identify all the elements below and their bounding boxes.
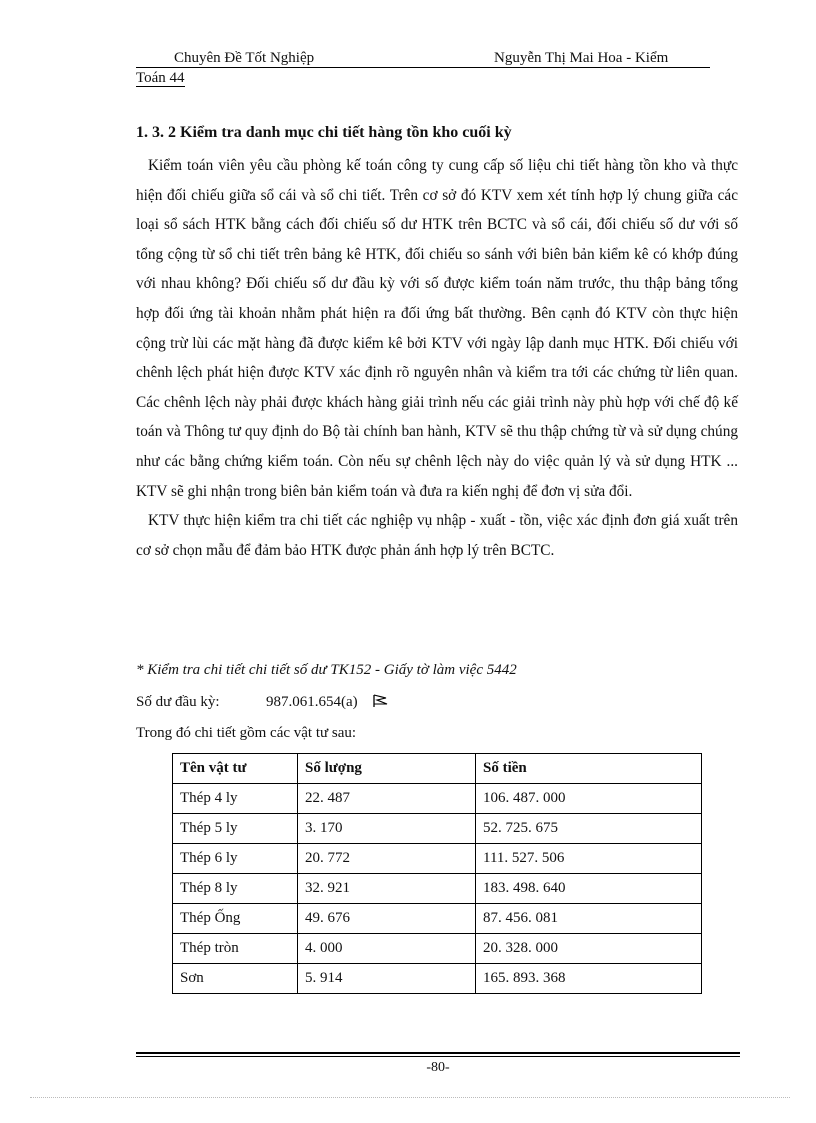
paragraph: KTV thực hiện kiểm tra chi tiết các nghiệp vụ nhập - xuất - tồn, việc xác định đơn giá xuất trên cơ sở chọn mẫu để đảm bảo HTK được phản ánh hợp lý trên BCTC.	[136, 512, 738, 559]
table-row	[173, 934, 702, 964]
footer-rule	[136, 1056, 740, 1057]
cell-amount: 87. 456. 081	[476, 904, 702, 934]
paragraph: Kiểm toán viên yêu cầu phòng kế toán công ty cung cấp số liệu chi tiết hàng tồn kho và thực hiện đối chiếu giữa sổ cái và sổ chi tiết. Trên cơ sở đó KTV xem xét tính hợp lý chung giữa các loại sổ sách HTK bằng cách đối chiếu số dư HTK trên BCTC và sổ cái, đối chiếu số dư với số tổng cộng từ sổ chi tiết trên bảng kê HTK, đối chiếu so sánh với biên bản kiểm kê có khớp đúng với nhau không? Đối chiếu số dư đầu kỳ với số được kiểm toán năm trước, thu thập bảng tổng hợp đối ứng tài khoản nhằm phát hiện ra đối ứng bất thường. Bên cạnh đó KTV còn thực hiện cộng trừ lùi các mặt hàng đã được kiểm kê bởi KTV với ngày lập danh mục HTK. Đối chiếu với chênh lệch phát hiện được KTV xác định rõ nguyên nhân và kiểm tra tới các chứng từ liên quan. Các chênh lệch này phải được khách hàng giải trình nếu các giải trình này phù hợp với chế độ kế toán và Thông tư quy định do Bộ tài chính ban hành, KTV sẽ thu thập chứng từ và sử dụng chúng như các bằng chứng kiểm toán. Còn nếu sự chênh lệch này do việc quản lý và sử dụng HTK ... KTV sẽ ghi nhận trong biên bản kiểm toán và đưa ra kiến nghị để đơn vị sửa đổi.	[136, 157, 738, 500]
header-rule	[136, 67, 710, 68]
page-header	[136, 50, 710, 90]
header-right: Nguyễn Thị Mai Hoa - Kiểm	[494, 50, 669, 66]
table-row	[173, 784, 702, 814]
cell-name: Thép 5 ly	[173, 814, 298, 844]
cell-quantity: 22. 487	[298, 784, 476, 814]
balance-value: 987.061.654(a)	[266, 694, 358, 710]
cell-name: Sơn	[173, 964, 298, 994]
col-header-name: Tên vật tư	[173, 754, 298, 784]
page-number: -80-	[426, 1060, 450, 1075]
cell-amount: 52. 725. 675	[476, 814, 702, 844]
flag-icon	[372, 694, 390, 713]
cell-name: Thép 6 ly	[173, 844, 298, 874]
header-left: Chuyên Đề Tốt Nghiệp	[174, 50, 315, 66]
table-row	[173, 964, 702, 994]
table-row	[173, 814, 702, 844]
page-bottom-dotted-line	[30, 1097, 790, 1098]
cell-name: Thép tròn	[173, 934, 298, 964]
cell-amount: 111. 527. 506	[476, 844, 702, 874]
cell-quantity: 20. 772	[298, 844, 476, 874]
table-row	[173, 904, 702, 934]
footer-rule	[136, 1052, 740, 1054]
materials-table	[172, 753, 702, 994]
cell-quantity: 49. 676	[298, 904, 476, 934]
cell-name: Thép 4 ly	[173, 784, 298, 814]
header-continuation: Toán 44	[136, 70, 185, 86]
cell-quantity: 5. 914	[298, 964, 476, 994]
opening-balance	[136, 694, 358, 711]
table-row	[173, 874, 702, 904]
table-intro: Trong đó chi tiết gồm các vật tư sau:	[136, 725, 357, 741]
balance-label: Số dư đầu kỳ:	[136, 694, 220, 710]
cell-name: Thép 8 ly	[173, 874, 298, 904]
table-header-row	[173, 754, 702, 784]
cell-amount: 165. 893. 368	[476, 964, 702, 994]
section-heading: 1. 3. 2 Kiểm tra danh mục chi tiết hàng tồn kho cuối kỳ	[136, 124, 512, 141]
cell-quantity: 3. 170	[298, 814, 476, 844]
body-text	[136, 151, 738, 565]
col-header-amount: Số tiền	[476, 754, 702, 784]
cell-amount: 106. 487. 000	[476, 784, 702, 814]
col-header-quantity: Số lượng	[298, 754, 476, 784]
cell-amount: 183. 498. 640	[476, 874, 702, 904]
cell-amount: 20. 328. 000	[476, 934, 702, 964]
cell-name: Thép Ống	[173, 904, 298, 934]
detail-line: * Kiểm tra chi tiết chi tiết số dư TK152 - Giấy tờ làm việc 5442	[136, 662, 517, 678]
cell-quantity: 4. 000	[298, 934, 476, 964]
cell-quantity: 32. 921	[298, 874, 476, 904]
table-row	[173, 844, 702, 874]
